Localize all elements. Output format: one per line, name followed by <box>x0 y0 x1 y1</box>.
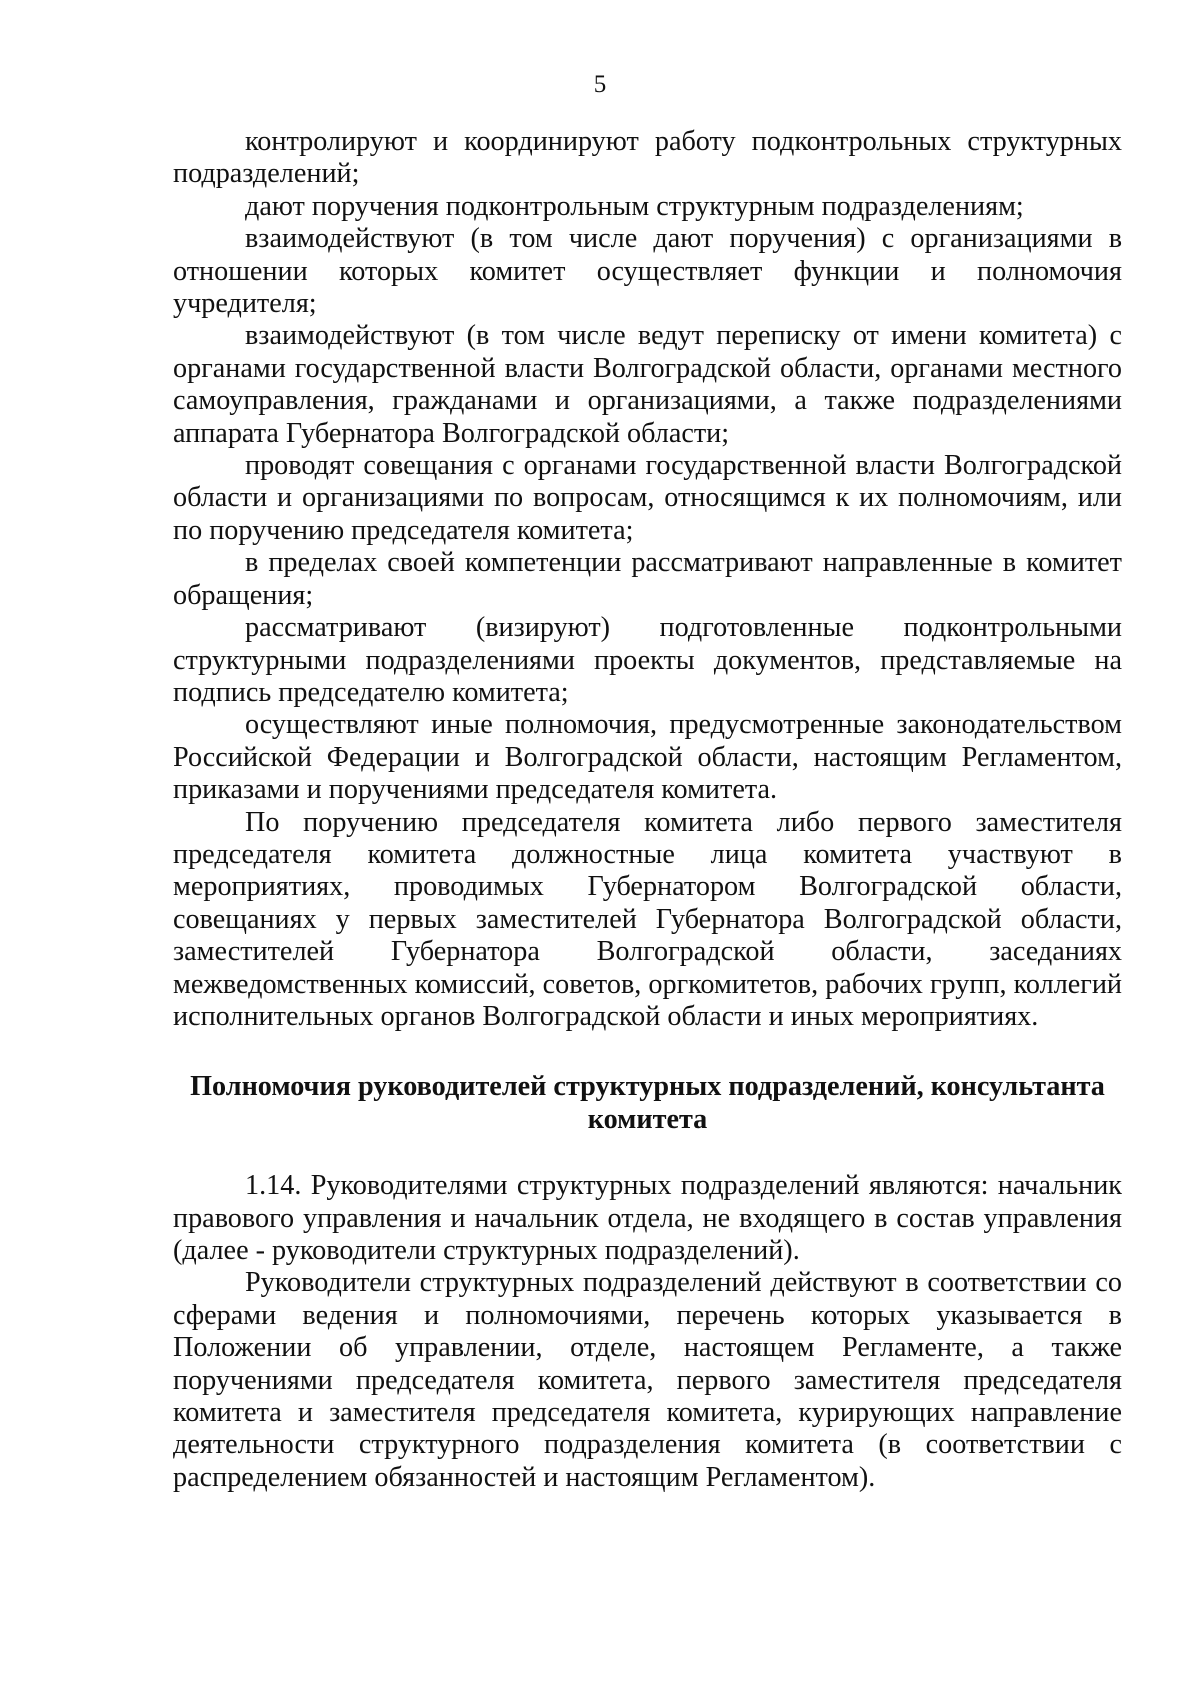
paragraph: Руководители структурных подразделений действуют в соответствии со сферами ведения и полномочиями, перечень которых указывается в Положении об управлении, отделе, настоящем Регламенте, а также поручениями председателя комитета, первого заместителя председателя комитета и заместителя председателя комитета, курирующих направление деятельности структурного подразделения комитета (в соответствии с распределением обязанностей и настоящим Регламентом). <box>173 1267 1122 1493</box>
section-heading: Полномочия руководителей структурных подразделений, консультанта комитета <box>190 1071 1105 1135</box>
paragraph: проводят совещания с органами государственной власти Волгоградской области и организациями по вопросам, относящимся к их полномочиям, или по поручению председателя комитета; <box>173 450 1122 546</box>
paragraph: взаимодействуют (в том числе дают поручения) с организациями в отношении которых комитет осуществляет функции и полномочия учредителя; <box>173 223 1122 320</box>
paragraph: в пределах своей компетенции рассматривают направленные в комитет обращения; <box>173 547 1122 611</box>
paragraph: По поручению председателя комитета либо первого заместителя председателя комитета должностные лица комитета участвуют в мероприятиях, проводимых Губернатором Волгоградской области, совещаниях у первых заместителей Губернатора Волгоградской области, заместителей Губернатора Волгоградской области, заседаниях межведомственных комиссий, советов, оргкомитетов, рабочих групп, коллегий исполнительных органов Волгоградской области и иных мероприятиях. <box>173 806 1122 1032</box>
paragraph: дают поручения подконтрольным структурным подразделениям; <box>245 190 1024 222</box>
document-body <box>173 126 1122 1494</box>
paragraph: 1.14. Руководителями структурных подразделений являются: начальник правового управления и начальник отдела, не входящего в состав управления (далее - руководители структурных подразделений). <box>173 1170 1122 1266</box>
paragraph: рассматривают (визируют) подготовленные подконтрольными структурными подразделениями проекты документов, представляемые на подпись председателю комитета; <box>173 612 1122 708</box>
paragraph: контролируют и координируют работу подконтрольных структурных подразделений; <box>173 126 1122 190</box>
paragraph: осуществляют иные полномочия, предусмотренные законодательством Российской Федерации и Волгоградской области, настоящим Регламентом, приказами и поручениями председателя комитета. <box>173 709 1122 806</box>
paragraph: взаимодействуют (в том числе ведут переписку от имени комитета) с органами государственной власти Волгоградской области, органами местного самоуправления, гражданами и организациями, а также подразделениями аппарата Губернатора Волгоградской области; <box>173 320 1122 449</box>
page-number: 5 <box>593 71 607 98</box>
